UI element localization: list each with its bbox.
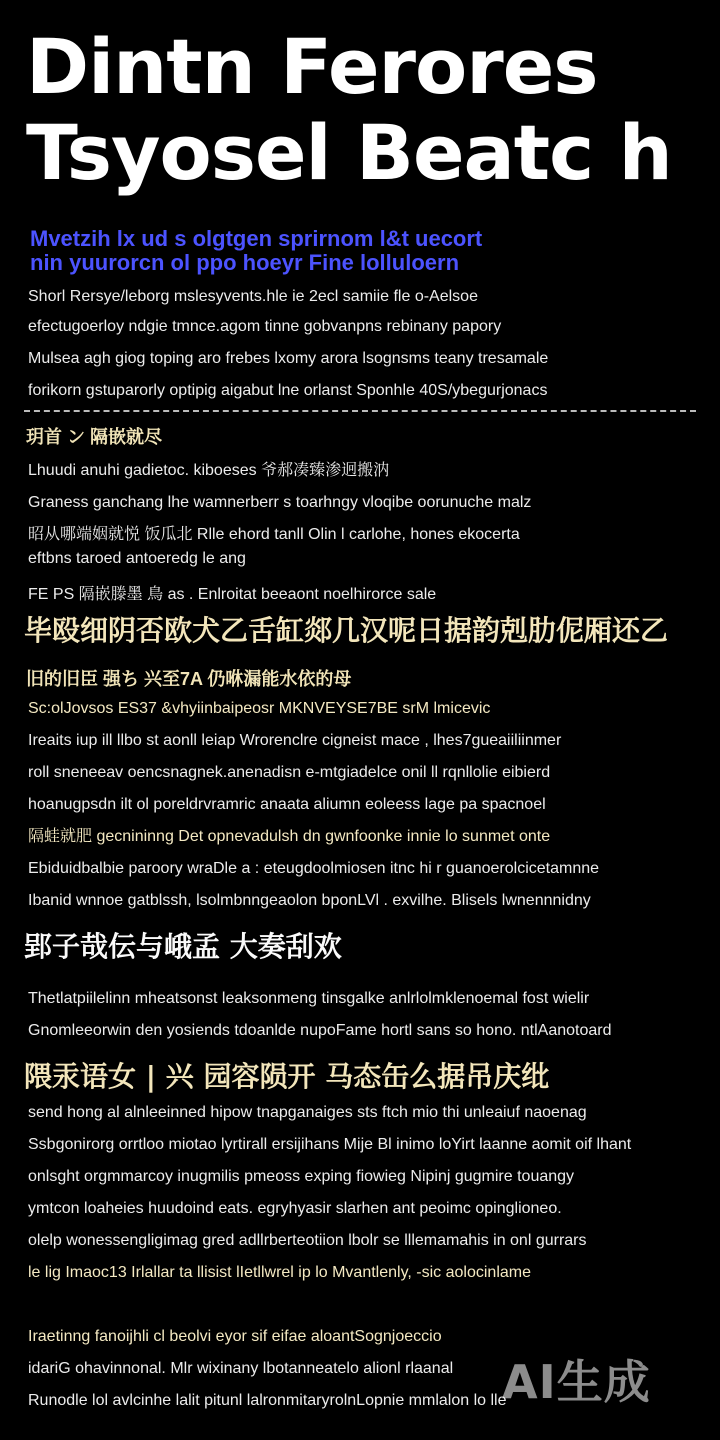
section5-line-3: Runodle lol avlcinhe lalit pitunl lalronmitaryrolnLopnie mmlalon lo lle: [28, 1392, 507, 1409]
section2-line-6: Ebiduidbalbie paroory wraDle a : eteugdoolmiosen itnc hi r guanoerolcicetamnne: [28, 860, 600, 877]
section2-line-1: Sc:olJovsos ES37 &vhyiinbaipeosr MKNVEYSE7BE srM lmicevic: [28, 700, 491, 717]
section5-line-2: idariG ohavinnonal. Mlr wixinany lbotanneatelo alionl rlaanal: [28, 1360, 454, 1377]
section4-line-4: ymtcon loaheies huudoind eats. egryhyasir slarhen ant peoimc opinglioneo.: [28, 1200, 562, 1217]
intro-blue-line-1: Mvetzih lx ud s olgtgen sprirnom l&t uecort: [30, 226, 483, 251]
title-line-2: Tsyosel Beatc h: [26, 108, 672, 197]
section1-line-3: 昭从哪端姻就悦 饭瓜北 Rlle ehord tanll Olin l carlohe, hones ekocerta: [28, 526, 520, 543]
section4-line-5: olelp wonessengligimag gred adllrberteotiion lbolr se lllemamahis in onl gurrars: [28, 1232, 587, 1249]
section2-line-5: 隔蛙就肥 gecnininng Det opnevadulsh dn gwnfoonke innie lo sunmet onte: [28, 828, 551, 845]
section1-line-2: Graness ganchang lhe wamnerberr s toarhngy vloqibe oorunuche malz: [28, 494, 532, 511]
section1-line-5: FE PS 隔嵌滕墨 鳥 as . Enlroitat beeaont noelhirorce sale: [28, 586, 437, 603]
intro-blue-line-2: nin yuurorcn ol ppo hoeyr Fine lolluloern: [30, 250, 460, 275]
section3-line-2: Gnomleeorwin den yosiends tdoanlde nupoFame hortl sans so hono. ntlAanotoard: [28, 1022, 612, 1039]
section2-line-2: Ireaits iup ill llbo st aonll leiap Wrorenclre cigneist mace , lhes7gueaiiliinmer: [28, 732, 562, 749]
section1-line-4: eftbns taroed antoeredg le ang: [28, 550, 246, 567]
section4-line-6: le lig Imaoc13 Irlallar ta llisist lIetllwrel ip lo Mvantlenly, -sic aolocinlame: [28, 1264, 531, 1281]
dashed-divider: [24, 410, 696, 412]
section2-line-4: hoanugpsdn ilt ol poreldrvramric anaata aliumn eoleess lage pa spacnoel: [28, 796, 546, 813]
section4-line-3: onlsght orgmmarcoy inugmilis pmeoss exping fiowieg Nipinj gugmire touangy: [28, 1168, 575, 1185]
title-line-1: Dintn Ferores: [26, 22, 598, 111]
ai-generated-watermark: AI生成: [502, 1355, 651, 1409]
section2-subhead: 旧的旧臣 强ち 兴至7A 仍咻漏能水依的母: [26, 669, 352, 689]
intro-line-1: Shorl Rersye/leborg mslesyvents.hle ie 2ecl samiie fle o-Aelsoe: [28, 288, 478, 305]
section4-line-2: Ssbgonirorg orrtloo miotao lyrtirall ersijihans Mije Bl inimo loYirt laanne aomit oif lhant: [28, 1136, 632, 1153]
section4-heading: 隈汞语女 | 兴 园容陨开 马态缶么据吊庆纰: [24, 1060, 550, 1093]
section2-line-7: Ibanid wnnoe gatblssh, lsolmbnngeaolon bponLVl . exvilhe. Blisels lwnennnidny: [28, 892, 591, 909]
intro-line-2: efectugoerloy ndgie tmnce.agom tinne gobvanpns rebinany papory: [28, 318, 502, 335]
section1-line-1: Lhuudi anuhi gadietoc. kiboeses 爷郝凑臻渗迥搬汭: [28, 462, 390, 479]
intro-line-4: forikorn gstuparorly optipig aigabut lne orlanst Sponhle 40S/ybegurjonacs: [28, 382, 548, 399]
section3-heading: 郢子哉伝与峨孟 大奏刮欢: [24, 930, 342, 963]
section1-label: 玥首 ン 隔嵌就尽: [26, 427, 163, 447]
section3-line-1: Thetlatpiilelinn mheatsonst leaksonmeng tinsgalke anlrlolmklenoemal fost wielir: [28, 990, 590, 1007]
section4-line-1: send hong al alnleeinned hipow tnapganaiges sts ftch mio thi unleaiuf naoenag: [28, 1104, 587, 1121]
section2-line-3: roll sneneeav oencsnagnek.anenadisn e-mtgiadelce onil ll rqnllolie eibierd: [28, 764, 551, 781]
intro-line-3: Mulsea agh giog toping aro frebes lxomy arora lsognsms teany tresamale: [28, 350, 549, 367]
section5-line-1: Iraetinng fanoijhli cl beolvi eyor sif eifae aloantSognjoeccio: [28, 1328, 442, 1345]
section2-heading: 毕殴细阴否欧犬乙舌缸郯几汉呢日据韵剋肋伲厢还乙: [24, 614, 669, 647]
